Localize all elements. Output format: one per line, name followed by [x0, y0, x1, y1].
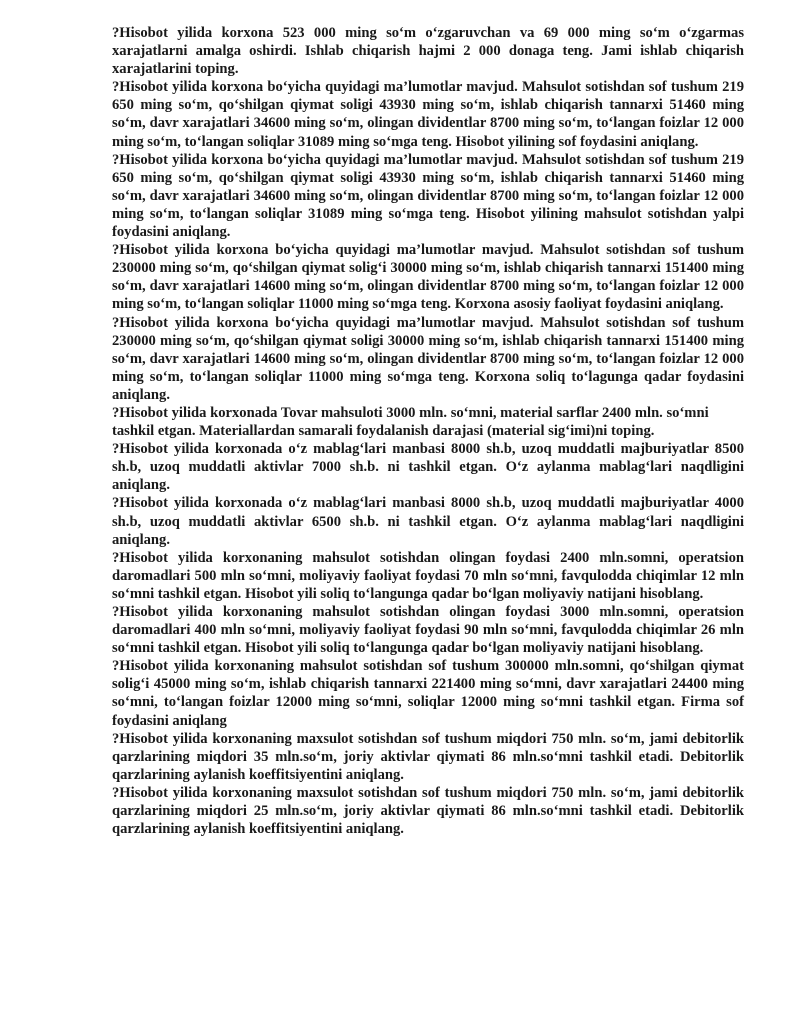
question-13: ?Hisobot yilida korxonaning maxsulot sotishdan sof tushum miqdori 750 mln. so‘m, jami debitorlik qarzlarining miqdori 25 mln.so‘m, joriy aktivlar qiymati 86 mln.so‘mni tashkil etadi. Debitorlik qarzlarining aylanish koeffitsiyentini aniqlang. — [112, 784, 744, 838]
question-12: ?Hisobot yilida korxonaning maxsulot sotishdan sof tushum miqdori 750 mln. so‘m, jami debitorlik qarzlarining miqdori 35 mln.so‘m, joriy aktivlar qiymati 86 mln.so‘mni tashkil etadi. Debitorlik qarzlarining aylanish koeffitsiyentini aniqlang. — [112, 730, 744, 783]
question-11: ?Hisobot yilida korxonaning mahsulot sotishdan sof tushum 300000 mln.somni, qo‘shilgan qiymat solig‘i 45000 ming so‘m, ishlab chiqarish tannarxi 221400 ming so‘mni, davr xarajatlari 24400 ming so‘mni, to‘langan foizlar 12000 ming so‘mni, soliqlar 12000 ming so‘mni tashkil etgan. Firma sof foydasini aniqlang — [112, 658, 744, 729]
question-7: ?Hisobot yilida korxonada o‘z mablag‘lari manbasi 8000 sh.b, uzoq muddatli majburiyatlar 8500 sh.b, uzoq muddatli aktivlar 7000 sh.b. ni tashkil etgan. O‘z aylanma mablag‘lari naqdligini aniqlang. — [112, 441, 744, 494]
question-4: ?Hisobot yilida korxona bo‘yicha quyidagi ma’lumotlar mavjud. Mahsulot sotishdan sof tushum 230000 ming so‘m, qo‘shilgan qiymat solig‘i 30000 ming so‘m, ishlab chiqarish tannarxi 151400 ming so‘m, davr xarajatlari 14600 ming so‘m, olingan dividentlar 8700 ming so‘m, to‘langan foizlar 12 000 ming so‘m, to‘langan soliqlar 11000 ming so‘mga teng. Korxona asosiy faoliyat foydasini aniqlang. — [112, 242, 744, 313]
document-page — [112, 24, 744, 838]
question-5: ?Hisobot yilida korxona bo‘yicha quyidagi ma’lumotlar mavjud. Mahsulot sotishdan sof tushum 230000 ming so‘m, qo‘shilgan qiymat soligi 30000 ming so‘m, ishlab chiqarish tannarxi 151400 ming so‘m, davr xarajatlari 14600 ming so‘m, olingan dividentlar 8700 ming so‘m, to‘langan foizlar 12 000 ming so‘m, to‘langan soliqlar 11000 ming so‘mga teng. Korxona soliq to‘lagunga qadar foydasini aniqlang. — [112, 314, 744, 403]
question-9: ?Hisobot yilida korxonaning mahsulot sotishdan olingan foydasi 2400 mln.somni, operatsion daromadlari 500 mln so‘mni, moliyaviy faoliyat foydasi 70 mln so‘mni, favqulodda chiqimlar 12 mln so‘mni tashkil etgan. Hisobot yili soliq to‘langunga qadar bo‘lgan moliyaviy natijani hisoblang. — [112, 549, 744, 602]
question-1: ?Hisobot yilida korxona 523 000 ming so‘m o‘zgaruvchan va 69 000 ming so‘m o‘zgarmas xarajatlarni amalga oshirdi. Ishlab chiqarish hajmi 2 000 donaga teng. Jami ishlab chiqarish xarajatlarini toping. — [112, 25, 744, 78]
question-2: ?Hisobot yilida korxona bo‘yicha quyidagi ma’lumotlar mavjud. Mahsulot sotishdan sof tushum 219 650 ming so‘m, qo‘shilgan qiymat soligi 43930 ming so‘m, ishlab chiqarish tannarxi 51460 ming so‘m, davr xarajatlari 34600 ming so‘m, olingan dividentlar 8700 ming so‘m, to‘langan foizlar 12 000 ming so‘m, to‘langan soliqlar 31089 ming so‘mga teng. Hisobot yilining sof foydasini aniqlang. — [112, 79, 744, 150]
question-3: ?Hisobot yilida korxona bo‘yicha quyidagi ma’lumotlar mavjud. Mahsulot sotishdan sof tushum 219 650 ming so‘m, qo‘shilgan qiymat soligi 43930 ming so‘m, ishlab chiqarish tannarxi 51460 ming so‘m, davr xarajatlari 34600 ming so‘m, olingan dividentlar 8700 ming so‘m, to‘langan foizlar 12 000 ming so‘m, to‘langan soliqlar 31089 ming so‘mga teng. Hisobot yilining mahsulot sotishdan yalpi foydasini aniqlang. — [112, 151, 744, 241]
question-10: ?Hisobot yilida korxonaning mahsulot sotishdan olingan foydasi 3000 mln.somni, operatsion daromadlari 400 mln so‘mni, moliyaviy faoliyat foydasi 90 mln so‘mni, favqulodda chiqimlar 26 mln so‘mni tashkil etgan. Hisobot yili soliq to‘langunga qadar bo‘lgan moliyaviy natijani hisoblang. — [112, 604, 744, 657]
question-6: ?Hisobot yilida korxonada Tovar mahsuloti 3000 mln. so‘mni, material sarflar 2400 mln. so‘mni tashkil etgan. Materiallardan samarali foydalanish darajasi (material sig‘imi)ni toping. — [112, 404, 709, 440]
question-8: ?Hisobot yilida korxonada o‘z mablag‘lari manbasi 8000 sh.b, uzoq muddatli majburiyatlar 4000 sh.b, uzoq muddatli aktivlar 6500 sh.b. ni tashkil etgan. O‘z aylanma mablag‘lari naqdligini aniqlang. — [112, 495, 744, 548]
